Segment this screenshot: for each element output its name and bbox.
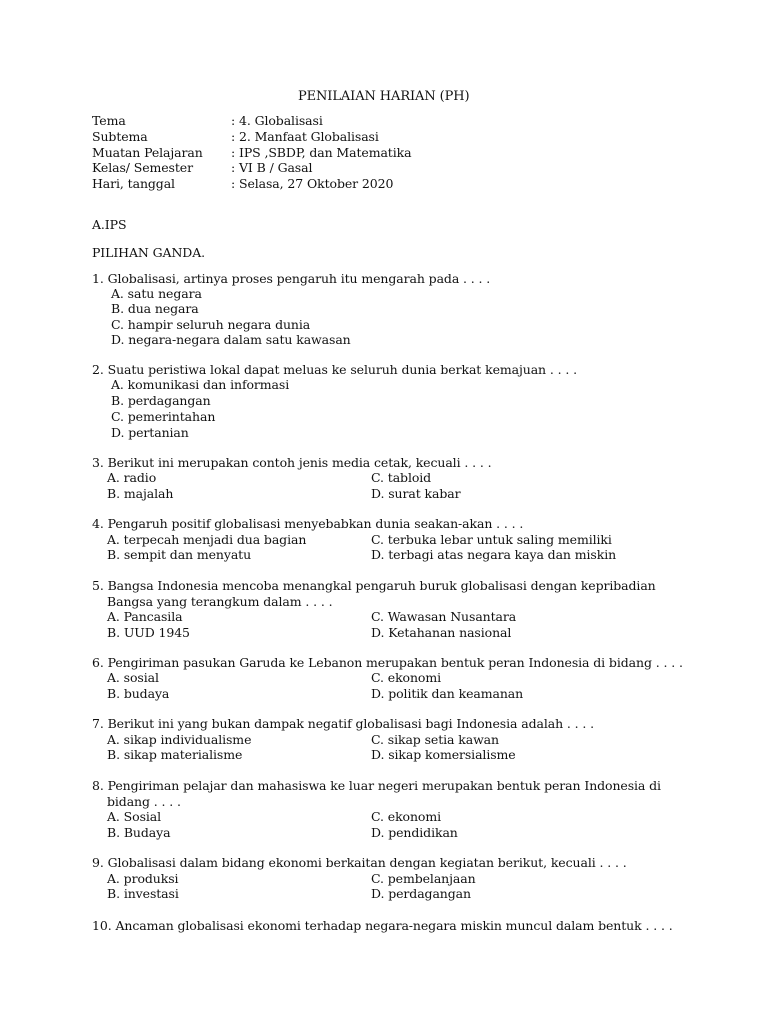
question-7: 7. Berikut ini yang bukan dampak negatif globalisasi bagi Indonesia adalah . . . . <box>92 716 595 731</box>
option-3b: B. majalah <box>107 486 174 501</box>
option-8d: D. pendidikan <box>371 825 458 840</box>
option-7d: D. sikap komersialisme <box>371 747 516 762</box>
identity-label-tema: Tema <box>92 113 126 128</box>
option-9c: C. pembelanjaan <box>371 871 476 886</box>
option-7b: B. sikap materialisme <box>107 747 243 762</box>
option-2a: A. komunikasi dan informasi <box>111 377 290 392</box>
question-8-continued: bidang . . . . <box>107 794 181 809</box>
option-1a: A. satu negara <box>111 286 202 301</box>
question-9: 9. Globalisasi dalam bidang ekonomi berkaitan dengan kegiatan berikut, kecuali . . . . <box>92 855 627 870</box>
identity-value-muatan: : IPS ,SBDP, dan Matematika <box>231 145 412 160</box>
question-5-continued: Bangsa yang terangkum dalam . . . . <box>107 594 333 609</box>
document-title: PENILAIAN HARIAN (PH) <box>298 89 470 104</box>
option-3c: C. tabloid <box>371 470 432 485</box>
identity-label-hari: Hari, tanggal <box>92 176 175 191</box>
option-6a: A. sosial <box>107 670 159 685</box>
option-7a: A. sikap individualisme <box>107 732 252 747</box>
option-9d: D. perdagangan <box>371 886 471 901</box>
identity-label-kelas: Kelas/ Semester <box>92 160 193 175</box>
option-8c: C. ekonomi <box>371 809 441 824</box>
subsection-heading: PILIHAN GANDA. <box>92 245 205 260</box>
option-1b: B. dua negara <box>111 301 199 316</box>
option-6b: B. budaya <box>107 686 170 701</box>
identity-label-muatan: Muatan Pelajaran <box>92 145 203 160</box>
option-1d: D. negara-negara dalam satu kawasan <box>111 332 351 347</box>
option-8b: B. Budaya <box>107 825 171 840</box>
section-heading: A.IPS <box>92 217 127 232</box>
question-4: 4. Pengaruh positif globalisasi menyebabkan dunia seakan-akan . . . . <box>92 516 524 531</box>
option-8a: A. Sosial <box>107 809 162 824</box>
option-4c: C. terbuka lebar untuk saling memiliki <box>371 532 612 547</box>
option-6c: C. ekonomi <box>371 670 441 685</box>
option-5a: A. Pancasila <box>107 609 183 624</box>
option-9b: B. investasi <box>107 886 179 901</box>
identity-value-subtema: : 2. Manfaat Globalisasi <box>231 129 379 144</box>
question-6: 6. Pengiriman pasukan Garuda ke Lebanon merupakan bentuk peran Indonesia di bidang . . . . <box>92 655 683 670</box>
option-3d: D. surat kabar <box>371 486 461 501</box>
identity-value-kelas: : VI B / Gasal <box>231 160 313 175</box>
identity-value-hari: : Selasa, 27 Oktober 2020 <box>231 176 394 191</box>
option-4a: A. terpecah menjadi dua bagian <box>107 532 307 547</box>
question-5: 5. Bangsa Indonesia mencoba menangkal pengaruh buruk globalisasi dengan kepribadian <box>92 578 656 593</box>
option-7c: C. sikap setia kawan <box>371 732 499 747</box>
option-2b: B. perdagangan <box>111 393 211 408</box>
identity-value-tema: : 4. Globalisasi <box>231 113 323 128</box>
question-3: 3. Berikut ini merupakan contoh jenis media cetak, kecuali . . . . <box>92 455 492 470</box>
option-5d: D. Ketahanan nasional <box>371 625 512 640</box>
option-6d: D. politik dan keamanan <box>371 686 524 701</box>
option-3a: A. radio <box>107 470 157 485</box>
option-5c: C. Wawasan Nusantara <box>371 609 517 624</box>
option-9a: A. produksi <box>107 871 179 886</box>
option-5b: B. UUD 1945 <box>107 625 190 640</box>
option-4d: D. terbagi atas negara kaya dan miskin <box>371 547 617 562</box>
question-10: 10. Ancaman globalisasi ekonomi terhadap negara-negara miskin muncul dalam bentuk . . . . <box>92 918 673 933</box>
question-1: 1. Globalisasi, artinya proses pengaruh itu mengarah pada . . . . <box>92 271 491 286</box>
option-2c: C. pemerintahan <box>111 409 216 424</box>
question-2: 2. Suatu peristiwa lokal dapat meluas ke seluruh dunia berkat kemajuan . . . . <box>92 362 577 377</box>
identity-label-subtema: Subtema <box>92 129 148 144</box>
option-1c: C. hampir seluruh negara dunia <box>111 317 311 332</box>
option-4b: B. sempit dan menyatu <box>107 547 252 562</box>
option-2d: D. pertanian <box>111 425 189 440</box>
question-8: 8. Pengiriman pelajar dan mahasiswa ke luar negeri merupakan bentuk peran Indonesia di <box>92 778 661 793</box>
